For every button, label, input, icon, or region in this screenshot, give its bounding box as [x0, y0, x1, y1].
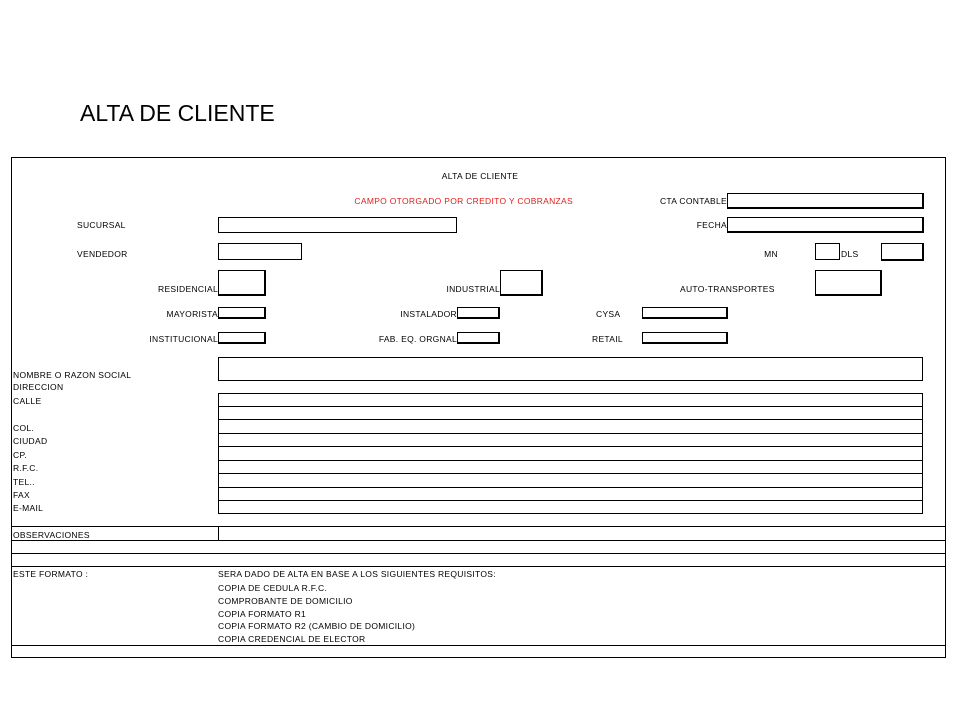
- form-heading: ALTA DE CLIENTE: [441, 171, 519, 181]
- page-title: ALTA DE CLIENTE: [80, 100, 275, 126]
- section-divider: [11, 645, 946, 646]
- auto-transportes-field[interactable]: [815, 270, 882, 296]
- direccion-label: DIRECCION: [13, 382, 64, 392]
- requirement-item: COMPROBANTE DE DOMICILIO: [218, 596, 353, 606]
- requirement-item: COPIA DE CEDULA R.F.C.: [218, 583, 328, 593]
- mayorista-field[interactable]: [218, 307, 266, 319]
- auto-transportes-label: AUTO-TRANSPORTES: [680, 284, 775, 294]
- mn-field[interactable]: [815, 243, 840, 260]
- industrial-label: INDUSTRIAL: [446, 284, 500, 294]
- industrial-field[interactable]: [500, 270, 543, 296]
- institucional-field[interactable]: [218, 332, 266, 344]
- fab-eq-orgnal-label: FAB. EQ. ORGNAL: [378, 334, 457, 344]
- email-label: E-MAIL: [13, 503, 44, 513]
- observaciones-label: OBSERVACIONES: [13, 530, 90, 540]
- fax-label: FAX: [13, 490, 30, 500]
- fecha-label: FECHA: [696, 220, 727, 230]
- cp-label: CP.: [13, 450, 27, 460]
- fab-eq-orgnal-field[interactable]: [457, 332, 500, 344]
- col-field[interactable]: [219, 420, 922, 432]
- fax-field[interactable]: [219, 488, 922, 500]
- mayorista-label: MAYORISTA: [166, 309, 218, 319]
- este-formato-label: ESTE FORMATO :: [13, 569, 89, 579]
- observaciones-field[interactable]: [219, 527, 945, 539]
- sucursal-field[interactable]: [218, 217, 457, 233]
- cp-field[interactable]: [219, 447, 922, 459]
- calle-label: CALLE: [13, 396, 42, 406]
- retail-label: RETAIL: [592, 334, 623, 344]
- section-divider: [11, 540, 946, 541]
- ciudad-label: CIUDAD: [13, 436, 48, 446]
- vendedor-label: VENDEDOR: [77, 249, 128, 259]
- nombre-label: NOMBRE O RAZON SOCIAL: [13, 370, 132, 380]
- email-field[interactable]: [219, 501, 922, 513]
- instalador-label: INSTALADOR: [400, 309, 457, 319]
- requirement-item: COPIA CREDENCIAL DE ELECTOR: [218, 634, 366, 644]
- fecha-field[interactable]: [727, 217, 924, 233]
- sucursal-label: SUCURSAL: [77, 220, 126, 230]
- instalador-field[interactable]: [457, 307, 500, 319]
- institucional-label: INSTITUCIONAL: [149, 334, 218, 344]
- section-divider: [11, 553, 946, 554]
- tel-field[interactable]: [219, 474, 922, 486]
- cta-contable-field[interactable]: [727, 193, 924, 209]
- dls-field[interactable]: [881, 243, 924, 261]
- row-divider: [218, 406, 923, 407]
- residencial-field[interactable]: [218, 270, 266, 296]
- form-bottom-border: [11, 657, 946, 658]
- calle-field[interactable]: [219, 394, 922, 406]
- cysa-field[interactable]: [642, 307, 728, 319]
- mn-label: MN: [764, 249, 778, 259]
- residencial-label: RESIDENCIAL: [158, 284, 218, 294]
- requirement-item: COPIA FORMATO R2 (CAMBIO DE DOMICILIO): [218, 621, 416, 631]
- requirements-intro: SERA DADO DE ALTA EN BASE A LOS SIGUIENTES REQUISITOS:: [218, 569, 496, 579]
- rfc-field[interactable]: [219, 461, 922, 473]
- section-divider: [11, 566, 946, 567]
- rfc-label: R.F.C.: [13, 463, 39, 473]
- retail-field[interactable]: [642, 332, 728, 344]
- nombre-field[interactable]: [218, 357, 923, 381]
- cta-contable-label: CTA CONTABLE: [659, 196, 727, 206]
- cysa-label: CYSA: [596, 309, 621, 319]
- ciudad-field[interactable]: [219, 434, 922, 446]
- vendedor-field[interactable]: [218, 243, 302, 260]
- tel-label: TEL..: [13, 477, 35, 487]
- dls-label: DLS: [841, 249, 859, 259]
- requirement-item: COPIA FORMATO R1: [218, 609, 307, 619]
- credit-note: CAMPO OTORGADO POR CREDITO Y COBRANZAS: [354, 196, 573, 206]
- col-label: COL.: [13, 423, 35, 433]
